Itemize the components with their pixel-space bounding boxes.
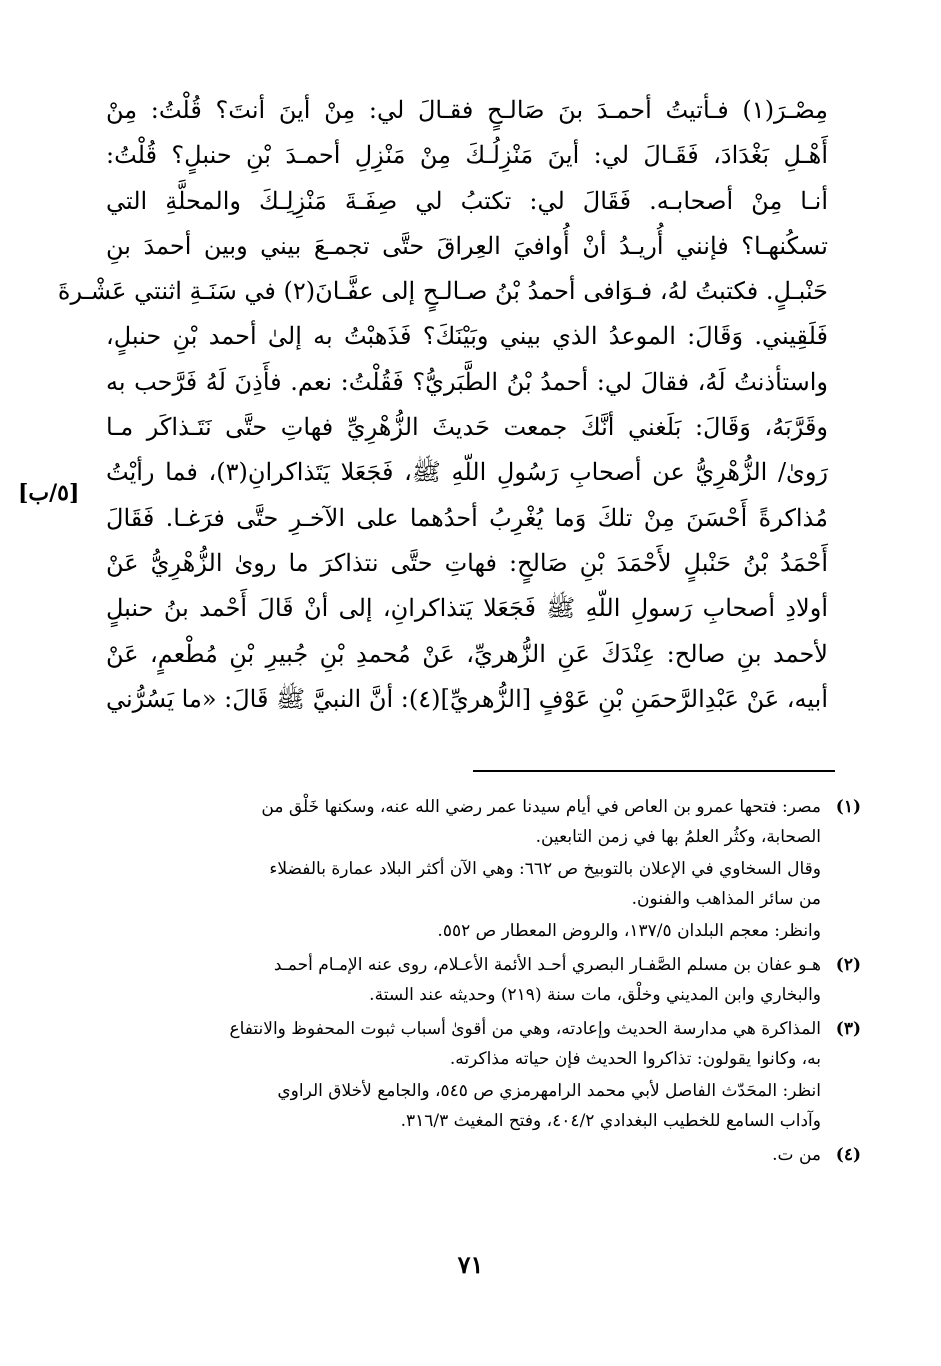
footnote-line: من سائر المذاهب والفنون. (631, 889, 821, 909)
text-line: رَوىٰ/ الزُّهْرِيُّ عن أصحابِ رَسُولِ اللّهِ ﷺ، فَجَعَلا يَتَذاكرانِ(٣)، فما رأيْتُ (106, 458, 829, 487)
footnote-paragraph (105, 1076, 821, 1136)
text-line: أَهْـلِ بَغْدَادَ، فَقَـالَ لي: أينَ مَنْزِلُـكَ مِنْ مَنْزِلِ أحمـدَ بْنِ حنبلٍ؟ قُلْتُ: (106, 141, 828, 170)
footnote-paragraph (105, 916, 821, 946)
footnote-line: المذاكرة هي مدارسة الحديث وإعادته، وهي من أقوىٰ أسباب ثبوت المحفوظ والانتفاع (229, 1019, 821, 1039)
text-line: لأحمد بنِ صالح: عِنْدَكَ عَنِ الزُّهريِّ، عَنْ مُحمدِ بْنِ جُبيرِ بْنِ مُطْعمٍ، عَنْ (106, 639, 828, 668)
text-line: مُذاكرةً أَحْسَنَ مِنْ تلكَ وَما يُغْرِبُ أحدُهما على الآخـرِ حتَّى فرَغـا. فَقَالَ (106, 503, 828, 532)
footnote-paragraph (105, 950, 821, 1010)
text-line: أبيه، عَنْ عَبْدِالرَّحمَنِ بْنِ عَوْفٍ [الزُّهريِّ](٤): أنَّ النبيَّ ﷺ قَالَ: «ما يَسُرُّني (106, 684, 829, 713)
footnote-number: (١) (835, 797, 861, 817)
footnote-line: انظر: المحَدّث الفاصل لأبي محمد الرامهرمزي ص ٥٤٥، والجامع لأخلاق الراوي (277, 1081, 821, 1101)
text-line: وقَرَّبَهُ، وَقَالَ: بَلَغني أنَّكَ جمعت حَديثَ الزُّهْرِيِّ فهاتِ حتَّى نَتَـذاكَر مـا (106, 413, 828, 442)
text-line: أولادِ أصحابِ رَسولِ اللّهِ ﷺ فَجَعَلا يَتذاكرانِ، إلى أنْ قَالَ أَحْمد بنُ حنبلٍ (106, 594, 828, 623)
text-line: مِصْـرَ(١) فـأتيتُ أحمـدَ بنَ صَالـحٍ فقـالَ لي: مِنْ أينَ أنتَ؟ قُلْتُ: مِنْ (106, 96, 828, 124)
footnote-1 (105, 792, 861, 948)
footnote-2 (105, 950, 861, 1012)
text-line: حَنْبـلٍ. فكتبتُ لهُ، فـوَافى أحمدُ بْنُ صـالـحٍ إلى عفَّـانَ(٢) في سَنَـةِ اثنتي عَشْـرةَ (57, 277, 828, 306)
footnote-paragraph (105, 792, 821, 852)
text-line: تسكُنهـا؟ فإنني أُريـدُ أنْ أُوافيَ العِراقَ حتَّى تجمـعَ بيني وبين أحمدَ بنِ (106, 231, 828, 260)
footnote-body (105, 1014, 821, 1138)
footnote-number: (٤) (835, 1145, 861, 1165)
footnote-line: به، وكانوا يقولون: تذاكروا الحديث فإن حياته مذاكرته. (449, 1049, 821, 1069)
text-line: فَلَقِيني. وَقَالَ: الموعدُ الذي بيني وبَيْنَكَ؟ فَذَهبْتُ به إلىٰ أحمد بْنِ حنبلٍ، (106, 322, 828, 351)
footnotes-section (105, 792, 861, 1174)
footnote-body (105, 950, 821, 1012)
footnote-paragraph (105, 1014, 821, 1074)
footnote-line: الصحابة، وكثُر العلمُ بها في زمن التابعين. (535, 827, 821, 847)
footnote-number: (٢) (835, 955, 861, 975)
footnote-4 (105, 1140, 861, 1172)
page-number: ٧١ (457, 1250, 484, 1279)
footnote-body (105, 792, 821, 948)
text-line: أنـا مِنْ أصحابـه. فَقَالَ لي: تكتبُ لي صِفَـةَ مَنْزِلِـكَ والمحلَّةِ التي (106, 186, 828, 215)
manuscript-folio-marker: [٥/ب] (18, 480, 80, 506)
main-text-block (57, 88, 829, 722)
footnote-paragraph (105, 854, 821, 914)
footnote-line: هـو عفان بن مسلم الصَّفـار البصري أحـد الأئمة الأعـلام، روى عنه الإمـام أحمـد (273, 955, 821, 975)
text-line: أَحْمَدُ بْنُ حَنْبلٍ لأَحْمَدَ بْنِ صَالحٍ: فهاتِ حتَّى نتذاكرَ ما روىٰ الزُّهْرِيُّ عَنْ (106, 548, 828, 577)
footnote-line: من ت. (772, 1145, 821, 1165)
footnote-line: وآداب السامع للخطيب البغدادي ٤٠٤/٢، وفتح المغيث ٣١٦/٣. (400, 1111, 821, 1131)
footnote-paragraph (105, 1140, 821, 1170)
footnote-body (105, 1140, 821, 1172)
footnote-3 (105, 1014, 861, 1138)
footnote-line: والبخاري وابن المديني وخلْق، مات سنة (٢١٩) وحديثه عند الستة. (369, 985, 821, 1005)
footnote-number: (٣) (835, 1019, 861, 1039)
footnote-line: وقال السخاوي في الإعلان بالتوبيخ ص ٦٦٢: وهي الآن أكثر البلاد عمارة بالفضلاء (269, 859, 821, 879)
footnote-separator (473, 770, 835, 772)
footnote-line: مصر: فتحها عمرو بن العاص في أيام سيدنا عمر رضي الله عنه، وسكنها خَلْق من (261, 797, 821, 817)
text-line: واستأذنتُ لَهُ، فقالَ لي: أحمدُ بْنُ الطَّبَريُّ؟ فَقُلْتُ: نعم. فأَذِنَ لَهُ فَرَّحب به (106, 367, 828, 396)
footnote-line: وانظر: معجم البلدان ١٣٧/٥، والروض المعطار ص ٥٥٢. (437, 921, 821, 941)
